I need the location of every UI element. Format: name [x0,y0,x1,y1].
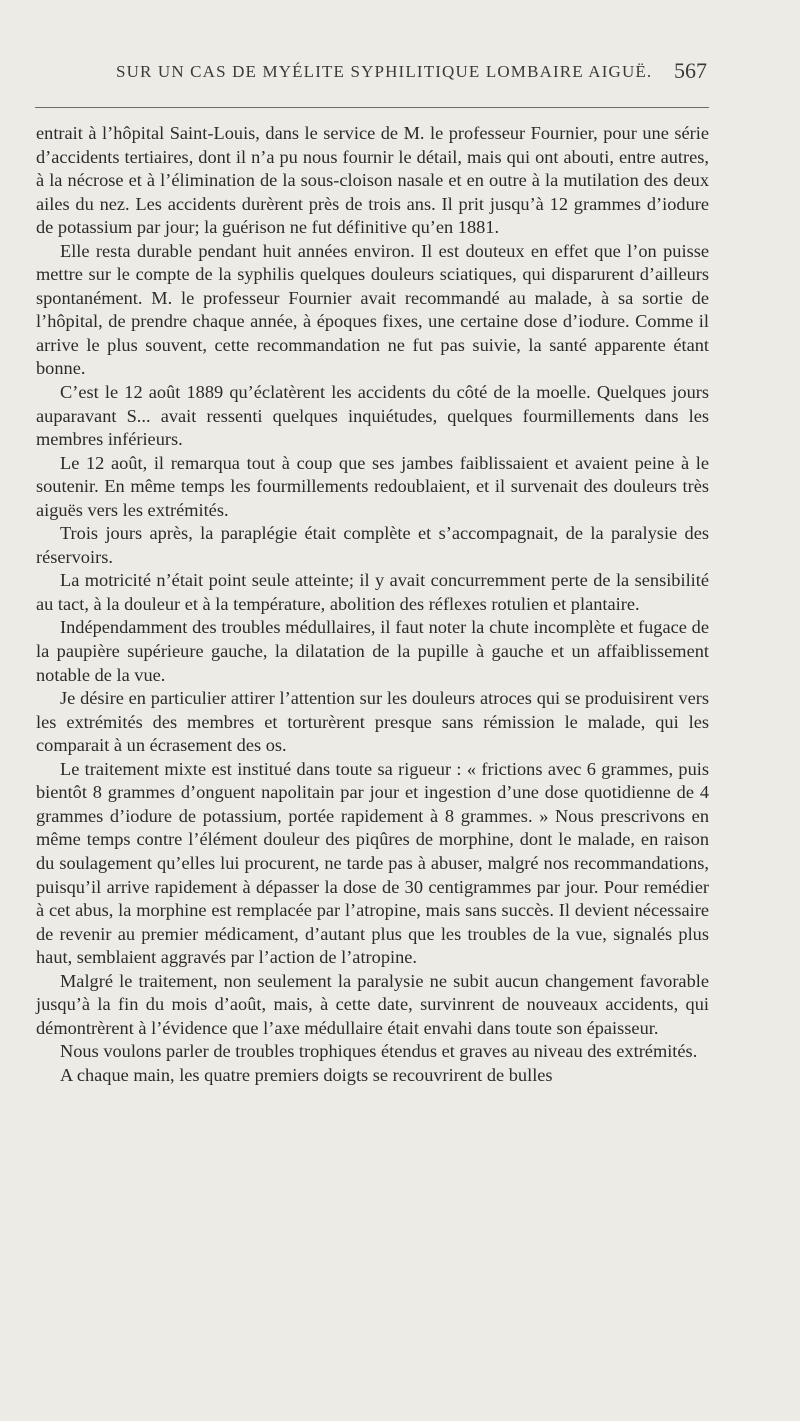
paragraph: A chaque main, les quatre premiers doigts se recouvrirent de bulles [60,1064,553,1085]
paragraph: Elle resta durable pendant huit années environ. Il est douteux en effet que l’on puisse mettre sur le compte de la syphilis quelques douleurs sciatiques, qui disparurent d’ailleurs spontanément. M. le professeur Fournier avait recommandé au malade, à sa sortie de l’hôpital, de prendre chaque année, à époques fixes, une certaine dose d’iodure. Comme il arrive le plus souvent, cette recommandation ne fut pas suivie, la santé apparente étant bonne. [36,240,709,379]
paragraph: Malgré le traitement, non seulement la paralysie ne subit aucun changement favorable jusqu’à la fin du mois d’août, mais, à cette date, survinrent de nouveaux accidents, qui démontrèrent à l’évidence que l’axe médullaire était envahi dans toute son épaisseur. [36,970,709,1038]
paragraph: Trois jours après, la paraplégie était complète et s’accompagnait, de la paralysie des réservoirs. [36,523,709,567]
body-text [36,122,709,1087]
paragraph: Le traitement mixte est institué dans toute sa rigueur : « frictions avec 6 grammes, puis bientôt 8 grammes d’onguent napolitain par jour et ingestion d’une dose quotidienne de 4 grammes d’iodure de potassium, portée rapidement à 8 grammes. » Nous prescrivons en même temps contre l’élément douleur des piqûres de morphine, dont le malade, en raison du soulagement qu’elles lui procurent, ne tarde pas à abuser, malgré nos recommandations, puisqu’il arrive rapidement à dépasser la dose de 30 centigrammes par jour. Pour remédier à cet abus, la morphine est remplacée par l’atropine, mais sans succès. Il devient nécessaire de revenir au premier médicament, d’autant plus que les troubles de la vue, signalés plus haut, semblaient aggravés par l’action de l’atropine. [36,758,709,968]
paragraph: Nous voulons parler de troubles trophiques étendus et graves au niveau des extrémités. [60,1041,698,1062]
header-rule [35,107,709,108]
paragraph: Je désire en particulier attirer l’attention sur les douleurs atroces qui se produisirent vers les extrémités des membres et torturèrent presque sans rémission le malade, qui les comparait à un écrasement des os. [36,688,709,756]
page-number: 567 [674,58,707,83]
paragraph: Le 12 août, il remarqua tout à coup que ses jambes faiblissaient et avaient peine à le soutenir. En même temps les fourmillements redoublaient, et il survenait des douleurs très aiguës vers les extrémités. [36,452,709,520]
paragraph: Indépendamment des troubles médullaires, il faut noter la chute incomplète et fugace de la paupière supérieure gauche, la dilatation de la pupille à gauche et un affaiblissement notable de la vue. [36,617,709,685]
paragraph-continuation: entrait à l’hôpital Saint-Louis, dans le service de M. le professeur Fournier, pour une série d’accidents tertiaires, dont il n’a pu nous fournir le détail, mais qui ont abouti, entre autres, à la nécrose et à l’élimination de la sous-cloison nasale et en outre à la mutilation des deux ailes du nez. Les accidents durèrent près de trois ans. Il prit jusqu’à 12 grammes d’iodure de potassium par jour; la guérison ne fut définitive qu’en 1881. [36,123,709,238]
running-title: SUR UN CAS DE MYÉLITE SYPHILITIQUE LOMBAIRE AIGUË. [116,62,653,81]
paragraph: La motricité n’était point seule atteinte; il y avait concurremment perte de la sensibilité au tact, à la douleur et à la température, abolition des réflexes rotulien et plantaire. [36,570,709,614]
paragraph: C’est le 12 août 1889 qu’éclatèrent les accidents du côté de la moelle. Quelques jours auparavant S... avait ressenti quelques inquiétudes, quelques fourmillements dans les membres inférieurs. [36,382,709,450]
running-header [0,58,800,92]
